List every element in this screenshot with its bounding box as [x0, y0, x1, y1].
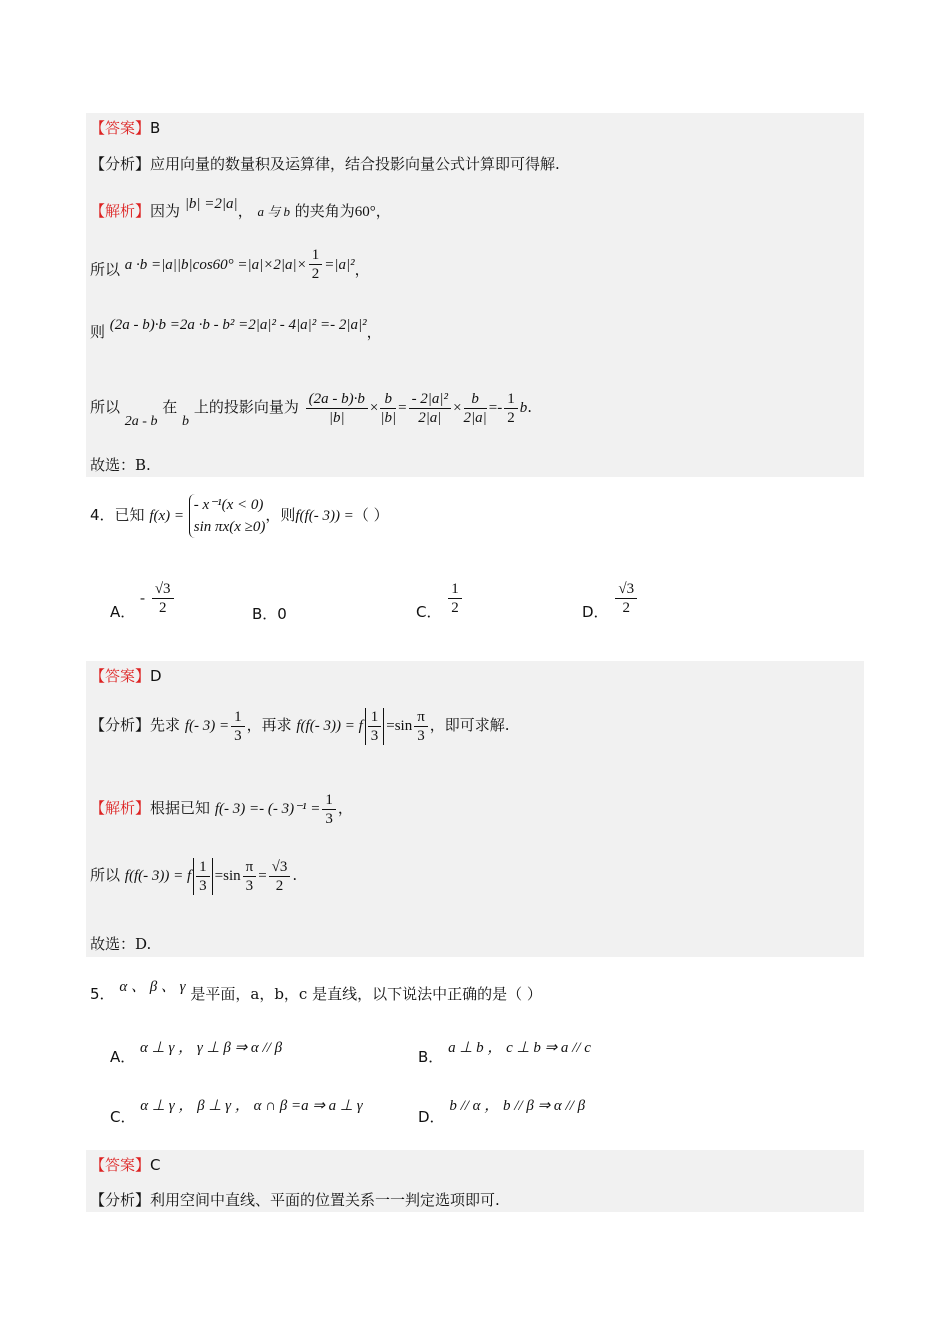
text: . — [292, 866, 298, 884]
option-label: B． — [418, 1048, 444, 1066]
text: 则 — [90, 323, 106, 341]
option-text: α ⊥ γ ， β ⊥ γ ， α ∩ β =a ⇒ a ⊥ γ — [140, 1098, 363, 1114]
text: ，则 — [265, 506, 296, 524]
denominator: 2 — [275, 877, 284, 894]
fraction — [448, 580, 462, 617]
fraction — [380, 390, 396, 427]
math-expr: =sin — [386, 718, 413, 734]
math-expr: a 与 b — [257, 204, 290, 219]
case-2: sin πx(x ≥0) — [193, 519, 266, 535]
denominator: 2|a| — [463, 409, 487, 426]
option-label: A． — [110, 602, 136, 621]
answer-value: B — [150, 119, 161, 137]
numerator: π — [243, 858, 257, 877]
math-expr: f(x) = — [149, 508, 185, 524]
text: 故选：D. — [90, 935, 152, 953]
numerator: 1 — [448, 580, 462, 599]
option-value: 0 — [277, 605, 287, 623]
denominator: 2 — [622, 600, 630, 616]
numerator: - 2|a|² — [409, 390, 452, 409]
math-expr: f(f(- 3)) = — [295, 508, 354, 524]
math-expr: f(f(- 3)) = f — [296, 718, 363, 734]
analysis-text: 利用空间中直线、平面的位置关系一一判定选项即可. — [150, 1191, 500, 1209]
denominator: 3 — [417, 727, 425, 744]
text: 的夹角为 — [294, 202, 355, 220]
fraction — [269, 858, 291, 895]
option-text: a ⊥ b ， c ⊥ b ⇒ a // c — [448, 1040, 591, 1056]
option-c[interactable] — [110, 1094, 363, 1126]
fraction — [322, 791, 336, 828]
denominator: |b| — [380, 409, 397, 426]
option-text: b // α ， b // β ⇒ α // β — [449, 1098, 586, 1114]
option-label: D． — [582, 602, 609, 621]
fraction — [243, 858, 257, 895]
numerator: √3 — [615, 580, 637, 599]
answer-tag: 【答案】 — [90, 1156, 151, 1174]
option-label: C． — [416, 602, 442, 621]
math-expr: a ·b =|a||b|cos60° =|a|×2|a|× — [124, 256, 307, 273]
text: ， — [337, 799, 353, 817]
option-b[interactable] — [418, 1036, 591, 1066]
numerator: 1 — [231, 708, 245, 727]
denominator: 2 — [451, 600, 459, 616]
text: ， — [354, 260, 370, 279]
analysis-line-q3 — [90, 154, 560, 174]
fraction — [365, 708, 385, 745]
text: 在 — [162, 398, 178, 416]
option-a[interactable] — [110, 1036, 283, 1066]
solution-line2-q3 — [90, 247, 370, 289]
math-expr: f(- 3) =- (- 3)⁻¹ = — [214, 801, 321, 817]
numerator: (2a - b)·b — [306, 390, 368, 409]
denominator: 2|a| — [418, 409, 442, 426]
solution-tag: 【解析】 — [90, 799, 151, 817]
denominator: 2 — [311, 266, 320, 282]
option-label: A． — [110, 1048, 136, 1066]
numerator: 1 — [309, 246, 323, 265]
option-d[interactable] — [418, 1094, 586, 1126]
solution-line3-q3 — [90, 317, 382, 343]
denominator: 3 — [234, 727, 242, 744]
denominator: |b| — [328, 409, 345, 426]
solution-line1-q4 — [90, 783, 353, 834]
text: 故选：B. — [90, 456, 151, 474]
numerator: π — [414, 708, 428, 727]
text: 所以 — [90, 398, 121, 416]
fraction — [152, 580, 174, 617]
math-expr: =|a|² — [324, 256, 355, 273]
option-d[interactable] — [582, 580, 639, 621]
text: . — [527, 398, 533, 416]
numerator: √3 — [152, 580, 174, 599]
answer-line-q4 — [90, 666, 162, 686]
fraction — [409, 390, 452, 427]
option-c[interactable] — [416, 580, 464, 621]
math-expr: |b| =2|a| — [184, 196, 238, 212]
denominator: 3 — [245, 877, 254, 894]
math-expr: 2a - b — [124, 414, 158, 429]
solution-line4-q3: 所以 2a - b 在 b 上的投影向量为 $\frac{(2a - b)\cdot b}{|b|}$ × $\frac{b}{|b|}$ = $\frac{\text{- 2|a|²}}{2|a|}$ × $\frac{b}{2|a|}$ =- $\frac{1}{2}$ b. — [90, 390, 533, 429]
numerator: 1 — [322, 791, 336, 810]
conclusion-q4 — [90, 934, 151, 954]
numerator: b — [380, 390, 396, 409]
question-number: 4．已知 — [90, 506, 145, 524]
denominator: 2 — [507, 409, 515, 426]
solution-line2-q4 — [90, 848, 297, 903]
fraction — [231, 708, 245, 745]
answer-tag: 【答案】 — [90, 119, 151, 137]
option-label: B． — [252, 605, 278, 623]
text: 先求 — [150, 716, 181, 734]
conclusion-q3 — [90, 455, 151, 475]
math-expr: (2a - b)·b =2a ·b - b² =2|a|² - 4|a|² =- 2|a|² — [109, 317, 367, 333]
option-text: α ⊥ γ ， γ ⊥ β ⇒ α // β — [140, 1040, 283, 1056]
math-expr: 60° — [354, 204, 376, 220]
answer-tag: 【答案】 — [90, 667, 151, 685]
fraction — [193, 858, 213, 895]
fraction — [309, 246, 323, 283]
text: ， — [366, 323, 382, 341]
text: （ ） — [353, 506, 389, 524]
analysis-line-q5 — [90, 1190, 500, 1210]
option-label: D． — [418, 1108, 445, 1126]
solution-line1-q3 — [90, 196, 391, 222]
text: ，再求 — [246, 716, 292, 734]
text: 所以 — [90, 260, 121, 279]
denominator: 3 — [199, 877, 207, 894]
option-b[interactable] — [252, 603, 287, 624]
numerator: √3 — [269, 858, 291, 877]
numerator: b — [464, 390, 487, 409]
text: ，即可求解. — [429, 716, 510, 734]
math-expr: f(f(- 3)) = f — [124, 868, 192, 884]
numerator: 1 — [504, 390, 518, 409]
question-stem: 是平面，a，b，c 是直线，以下说法中正确的是（ ） — [190, 985, 542, 1003]
fraction — [615, 580, 637, 617]
option-a[interactable] — [110, 580, 176, 621]
fraction — [414, 708, 428, 745]
answer-value: D — [150, 667, 162, 685]
numerator: 1 — [196, 858, 210, 877]
math-expr: b — [182, 414, 190, 429]
text: ， — [237, 202, 253, 220]
analysis-tag: 【分析】 — [90, 155, 151, 173]
fraction — [306, 390, 368, 427]
option-label: C． — [110, 1108, 136, 1126]
question-4 — [90, 490, 389, 546]
fraction — [504, 390, 518, 427]
text: ， — [375, 202, 391, 220]
analysis-line-q4 — [90, 700, 510, 751]
sign: - — [140, 590, 146, 607]
math-expr: f(- 3) = — [184, 718, 230, 734]
numerator: 1 — [368, 708, 382, 727]
analysis-text: 应用向量的数量积及运算律，结合投影向量公式计算即可得解. — [150, 155, 560, 173]
answer-line-q5 — [90, 1155, 161, 1175]
answer-line-q3 — [90, 118, 160, 138]
case-1: - x⁻¹(x < 0) — [193, 497, 264, 513]
analysis-tag: 【分析】 — [90, 716, 151, 734]
denominator: 3 — [325, 810, 333, 827]
piecewise-cases — [189, 494, 266, 538]
text: 根据已知 — [150, 799, 211, 817]
solution-tag: 【解析】 — [90, 202, 151, 220]
math-expr: = — [258, 868, 267, 884]
text: 因为 — [150, 202, 181, 220]
question-5 — [90, 979, 542, 1005]
denominator: 3 — [370, 727, 379, 744]
denominator: 2 — [158, 600, 167, 616]
text: 所以 — [90, 866, 121, 884]
text: 上的投影向量为 — [193, 398, 299, 416]
fraction — [464, 390, 487, 427]
analysis-tag: 【分析】 — [90, 1191, 151, 1209]
greek-planes: α 、 β 、 γ — [119, 979, 186, 995]
question-number: 5． — [90, 985, 115, 1003]
answer-value: C — [150, 1156, 161, 1174]
math-expr: =sin — [214, 868, 241, 884]
